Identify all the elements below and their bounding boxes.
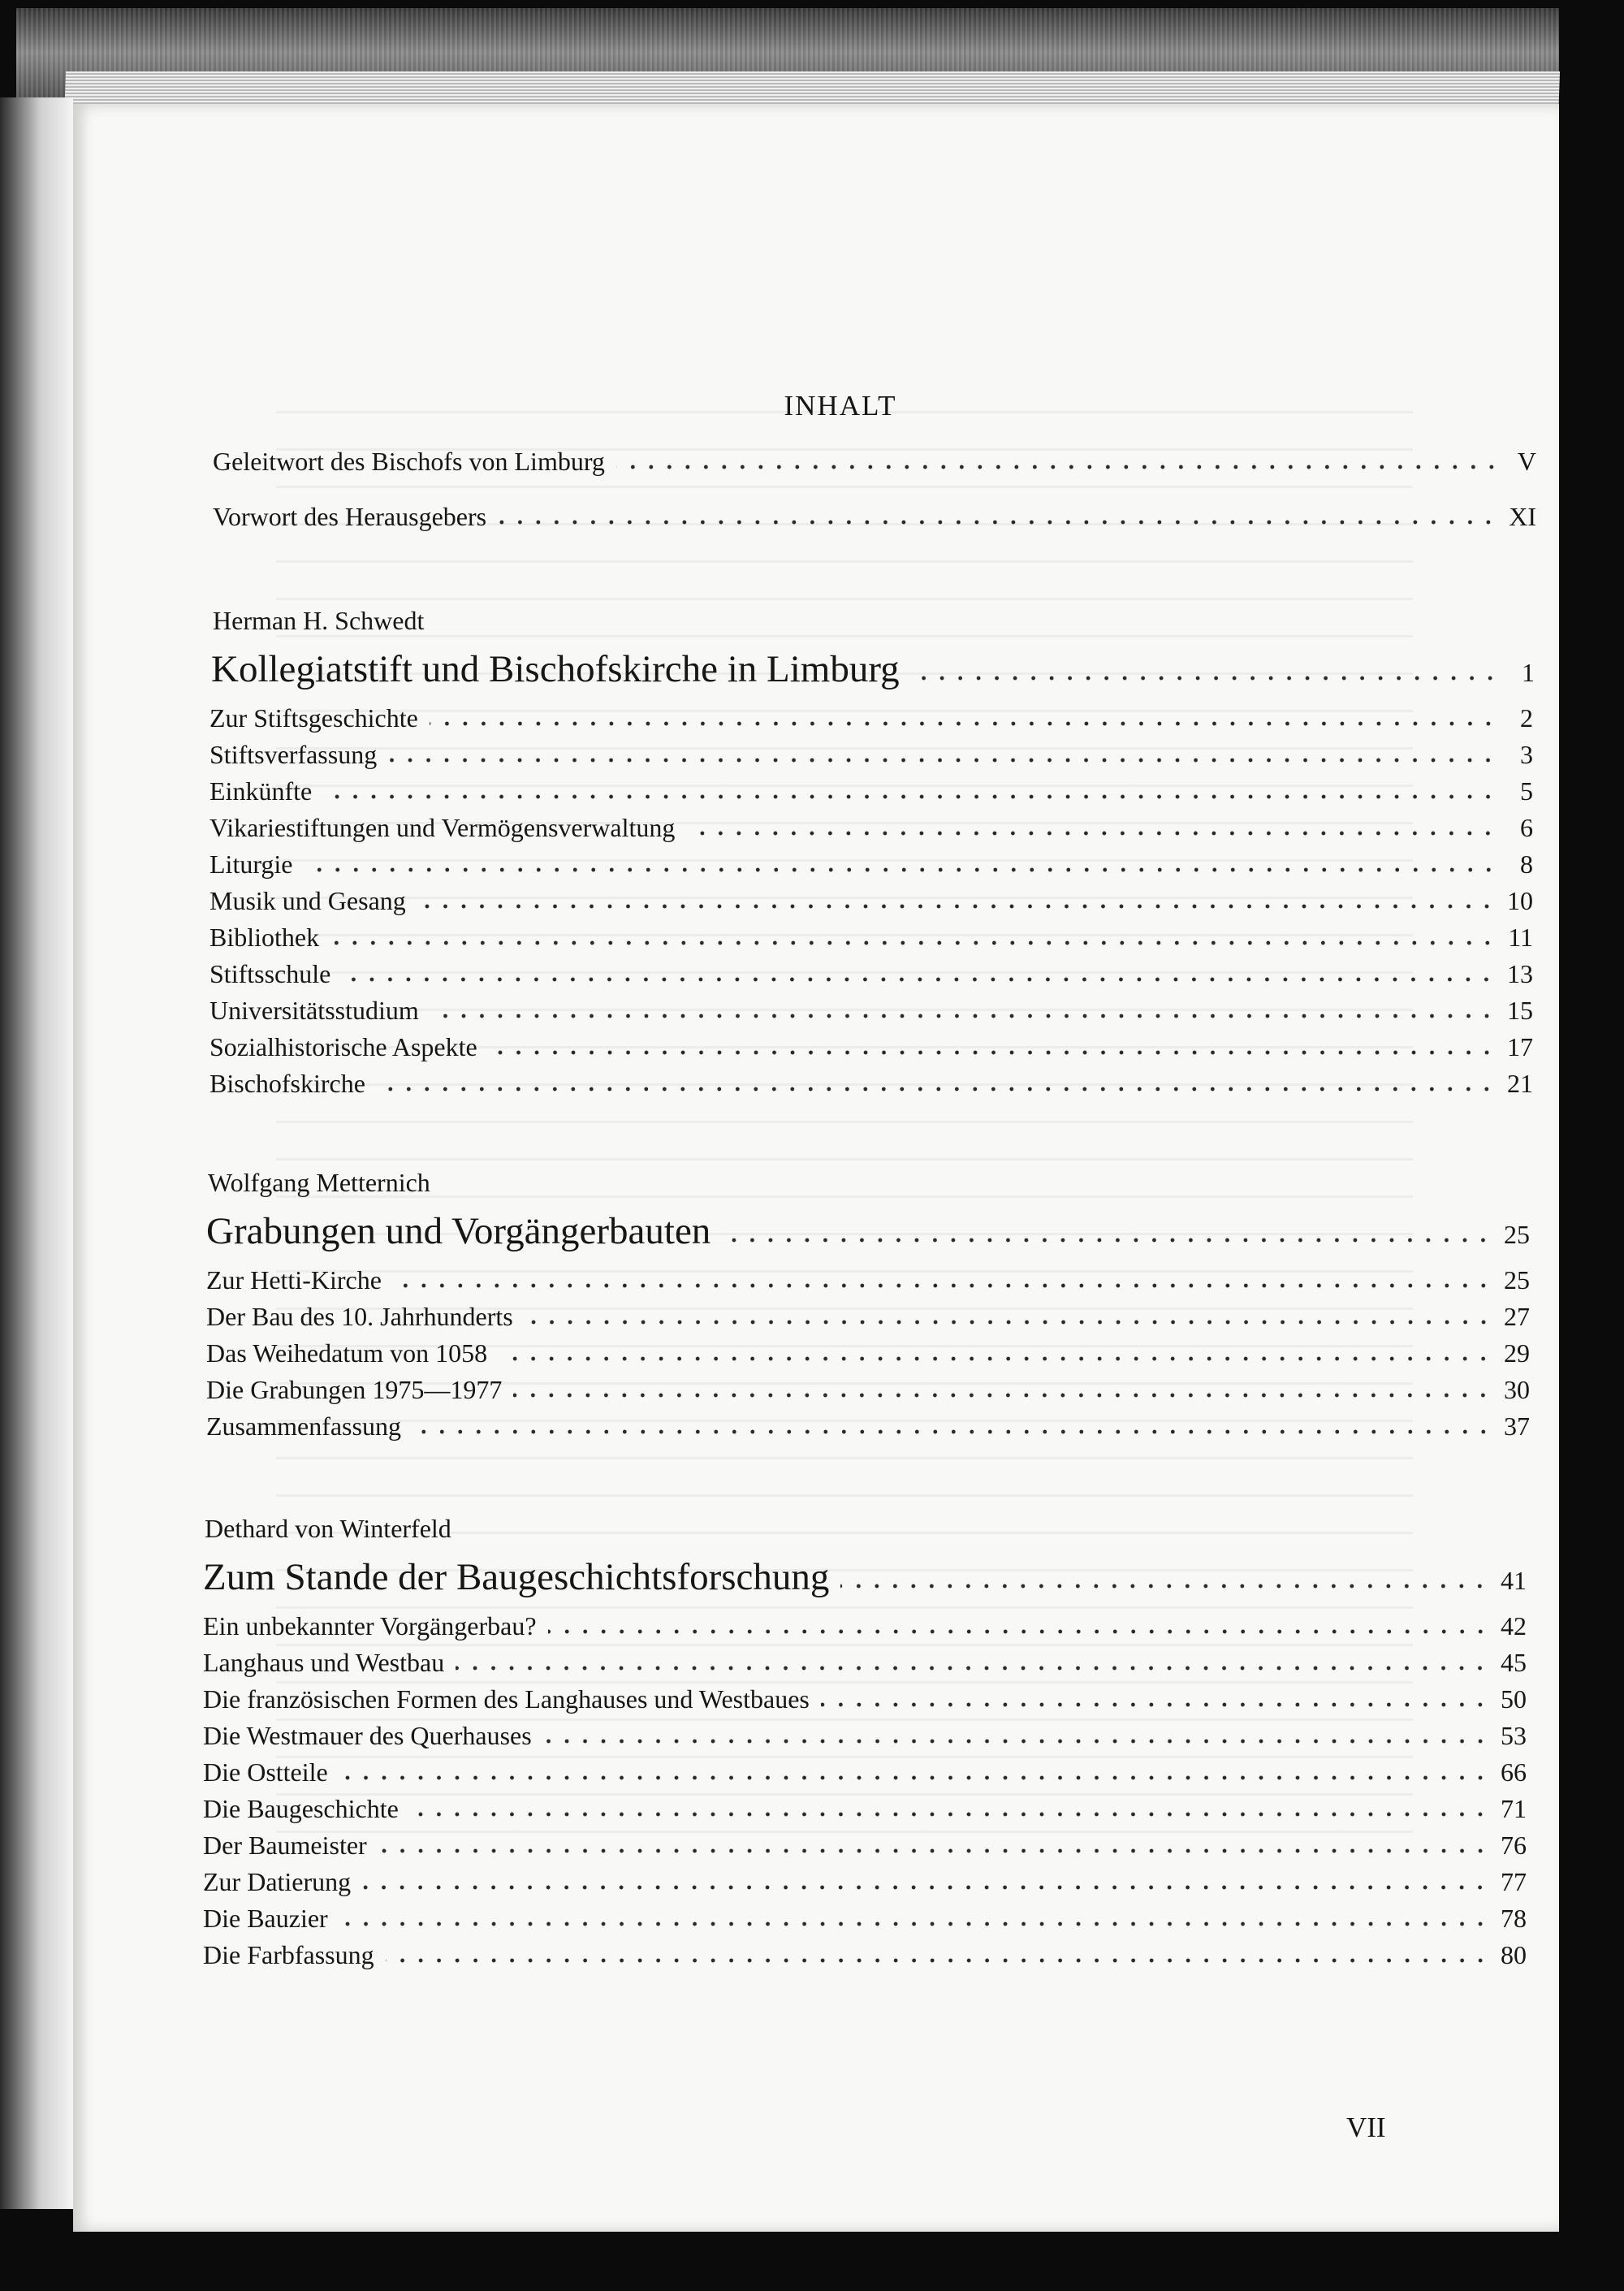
toc-entry-title: Das Weihedatum von 1058: [206, 1338, 488, 1368]
leader-dots: [430, 720, 1497, 728]
section-title: [211, 646, 1535, 692]
toc-entry-title: Zusammenfassung: [206, 1411, 401, 1441]
toc-entry-page: XI: [1509, 502, 1536, 531]
toc-entry-page: 27: [1504, 1302, 1530, 1331]
toc-entry: [209, 1031, 1533, 1063]
toc-entry: [209, 811, 1533, 844]
leader-dots: [840, 1582, 1489, 1590]
section-page: 41: [1501, 1566, 1527, 1595]
toc-entry-page: V: [1517, 447, 1536, 476]
toc-entry-title: Geleitwort des Bischofs von Limburg: [213, 447, 605, 476]
toc-entry: [206, 1300, 1530, 1333]
toc-entry-page: 17: [1507, 1032, 1533, 1061]
section-author: Wolfgang Metternich: [208, 1168, 430, 1197]
toc-entry: [209, 884, 1533, 917]
toc-entry: [203, 1865, 1527, 1898]
section-title-text: Zum Stande der Baugeschichtsforschung: [203, 1556, 830, 1598]
toc-entry-title: Der Bau des 10. Jahrhunderts: [206, 1302, 513, 1331]
toc-entry-page: 77: [1501, 1867, 1527, 1896]
toc-entry-title: Vorwort des Herausgebers: [213, 502, 487, 531]
toc-entry-title: Sozialhistorische Aspekte: [209, 1032, 477, 1061]
toc-entry: [209, 957, 1533, 990]
toc-entry-title: Stiftsschule: [209, 959, 331, 988]
leader-dots: [499, 1355, 1492, 1363]
leader-dots: [378, 1847, 1489, 1855]
toc-entry: [209, 775, 1533, 807]
toc-entry: [203, 1829, 1527, 1861]
toc-entry-title: Die Farbfassung: [203, 1940, 374, 1969]
toc-entry-title: Zur Stiftsgeschichte: [209, 703, 418, 733]
toc-entry: [206, 1410, 1530, 1442]
toc-entry-title: Die Bauzier: [203, 1904, 328, 1933]
toc-entry-title: Liturgie: [209, 849, 293, 879]
toc-entry-title: Der Baumeister: [203, 1831, 367, 1860]
leader-dots: [342, 975, 1496, 983]
leader-dots: [417, 902, 1496, 910]
toc-entry-title: Bibliothek: [209, 923, 320, 952]
leader-dots: [686, 829, 1497, 837]
toc-entry: [203, 1610, 1527, 1642]
toc-entry: [203, 1756, 1527, 1788]
toc-entry-page: 71: [1501, 1794, 1527, 1823]
toc-entry: [209, 702, 1533, 734]
toc-entry-page: 3: [1520, 740, 1533, 769]
toc-entry-page: 53: [1501, 1721, 1527, 1750]
section-author: Herman H. Schwedt: [213, 606, 425, 635]
toc-entry: [209, 994, 1533, 1027]
toc-entry-page: 21: [1507, 1069, 1533, 1098]
toc-entry: [209, 848, 1533, 880]
toc-entry-page: 50: [1501, 1684, 1527, 1714]
section-page: 1: [1522, 658, 1535, 687]
toc-entry-title: Die französischen Formen des Langhauses und Westbaues: [203, 1684, 810, 1714]
leader-dots: [616, 463, 1501, 471]
toc-entry-page: 29: [1504, 1338, 1530, 1368]
toc-entry-title: Zur Hetti-Kirche: [206, 1265, 382, 1295]
toc-entry-page: 66: [1501, 1757, 1527, 1787]
toc-entry-title: Musik und Gesang: [209, 886, 406, 915]
toc-entry-page: 80: [1501, 1940, 1527, 1969]
toc-entry-page: 78: [1501, 1904, 1527, 1933]
leader-dots: [330, 939, 1497, 947]
leader-dots: [393, 1282, 1492, 1290]
leader-dots: [377, 1085, 1496, 1093]
toc-entry-page: 6: [1520, 813, 1533, 842]
book-gutter: [0, 97, 73, 2209]
section-title-text: Grabungen und Vorgängerbauten: [206, 1210, 711, 1252]
leader-dots: [362, 1883, 1489, 1891]
toc-entry-title: Die Baugeschichte: [203, 1794, 399, 1823]
toc-heading: INHALT: [784, 390, 897, 421]
toc-entry-title: Stiftsverfassung: [209, 740, 378, 769]
leader-dots: [339, 1774, 1489, 1782]
leader-dots: [388, 756, 1497, 764]
toc-entry: [206, 1264, 1530, 1296]
toc-entry-title: Vikariestiftungen und Vermögensverwaltung: [209, 813, 676, 842]
leader-dots: [323, 793, 1497, 801]
leader-dots: [430, 1012, 1496, 1020]
toc-entry: [209, 921, 1533, 953]
toc-entry: [203, 1683, 1527, 1715]
section-title: [206, 1208, 1530, 1254]
toc-entry-page: 37: [1504, 1411, 1530, 1441]
toc-entry-title: Die Westmauer des Querhauses: [203, 1721, 532, 1750]
toc-entry-geleitwort: [213, 445, 1536, 478]
toc-entry: [209, 1067, 1533, 1100]
toc-entry: [209, 738, 1533, 771]
toc-entry-page: 5: [1520, 776, 1533, 806]
toc-entry-page: 45: [1501, 1648, 1527, 1677]
section-title-text: Kollegiatstift und Bischofskirche in Limburg: [211, 648, 900, 690]
toc-entry-page: 25: [1504, 1265, 1530, 1295]
leader-dots: [911, 674, 1499, 682]
toc-entry-vorwort: [213, 500, 1536, 533]
toc-entry-title: Zur Datierung: [203, 1867, 352, 1896]
leader-dots: [548, 1627, 1489, 1636]
toc-entry-page: 13: [1507, 959, 1533, 988]
leader-dots: [456, 1664, 1489, 1672]
toc-entry-page: 10: [1507, 886, 1533, 915]
book-page: [73, 104, 1559, 2232]
toc-entry: [206, 1337, 1530, 1369]
toc-entry-title: Einkünfte: [209, 776, 313, 806]
leader-dots: [412, 1428, 1492, 1436]
toc-entry: [203, 1902, 1527, 1934]
leader-dots: [722, 1236, 1492, 1244]
section-title: [203, 1554, 1527, 1600]
leader-dots: [386, 1956, 1489, 1965]
leader-dots: [543, 1737, 1489, 1745]
section-author: Dethard von Winterfeld: [205, 1514, 451, 1543]
toc-entry-title: Universitätsstudium: [209, 996, 419, 1025]
toc-entry-page: 11: [1508, 923, 1533, 952]
leader-dots: [525, 1318, 1492, 1326]
toc-entry-title: Die Ostteile: [203, 1757, 328, 1787]
leader-dots: [410, 1810, 1489, 1818]
leader-dots: [498, 518, 1497, 526]
toc-entry-page: 15: [1507, 996, 1533, 1025]
toc-entry-page: 30: [1504, 1375, 1530, 1404]
toc-entry: [206, 1373, 1530, 1406]
leader-dots: [339, 1920, 1489, 1928]
toc-entry: [203, 1792, 1527, 1825]
leader-dots: [489, 1048, 1496, 1057]
toc-entry-page: 42: [1501, 1611, 1527, 1640]
leader-dots: [304, 866, 1498, 874]
toc-entry-title: Langhaus und Westbau: [203, 1648, 445, 1677]
toc-entry: [203, 1646, 1527, 1679]
toc-entry-title: Ein unbekannter Vorgängerbau?: [203, 1611, 537, 1640]
toc-entry-page: 76: [1501, 1831, 1527, 1860]
leader-dots: [513, 1391, 1492, 1399]
toc-entry-page: 2: [1520, 703, 1533, 733]
toc-entry: [203, 1719, 1527, 1752]
page-number: VII: [1346, 2112, 1386, 2143]
toc-entry-page: 8: [1520, 849, 1533, 879]
toc-entry-title: Bischofskirche: [209, 1069, 365, 1098]
toc-entry: [203, 1939, 1527, 1971]
toc-entry-title: Die Grabungen 1975—1977: [206, 1375, 503, 1404]
leader-dots: [821, 1701, 1489, 1709]
section-page: 25: [1504, 1220, 1530, 1249]
